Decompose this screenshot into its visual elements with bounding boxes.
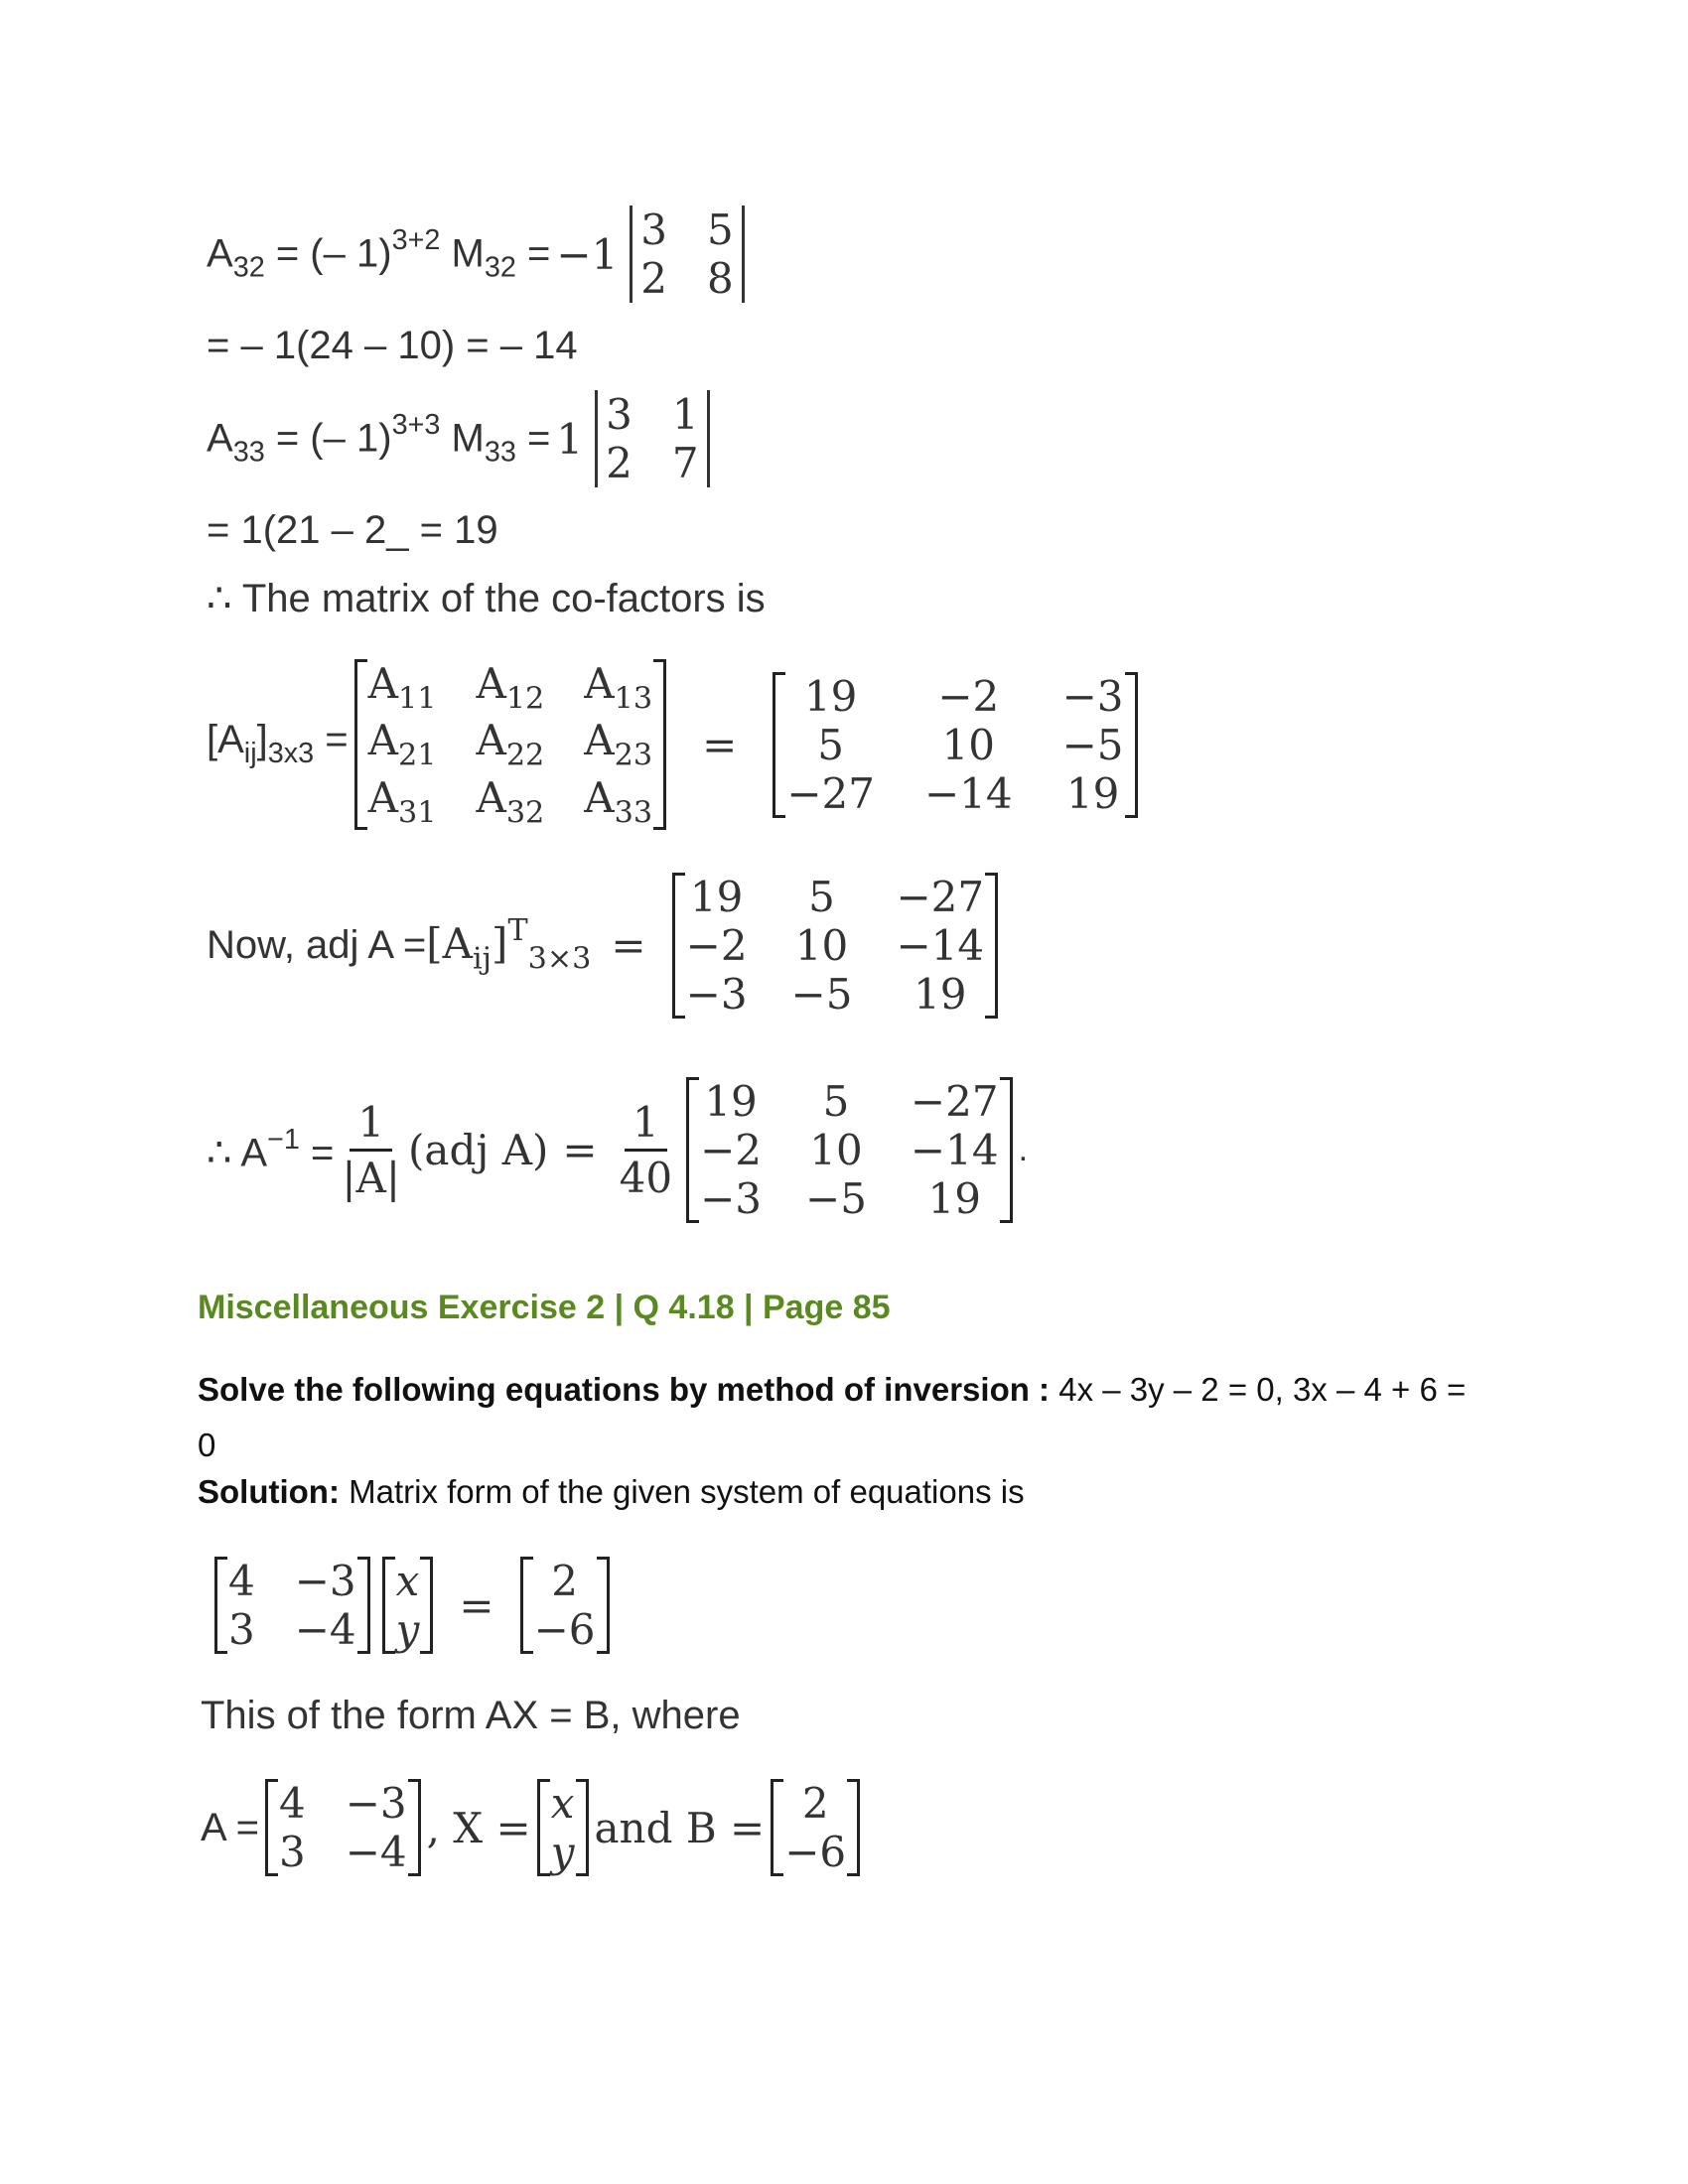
- matrix-cell: −6: [533, 1605, 596, 1654]
- equals-sign: =: [459, 1580, 494, 1630]
- det-cell: 8: [707, 254, 734, 303]
- question-label: Solve the following equations by method of inversion :: [198, 1371, 1059, 1408]
- cofactor-matrix-line: [207, 655, 1144, 834]
- cofactor-symbol: $A_{11}$: [367, 658, 437, 717]
- solution-label: Solution:: [198, 1473, 340, 1510]
- matrix-cell: 19: [927, 1173, 981, 1223]
- matrix-cell: −3: [685, 969, 748, 1019]
- matrix-cell: x: [395, 1557, 420, 1605]
- matrix-cell: −3: [294, 1557, 356, 1605]
- adj-lhs: Now, adj A =: [207, 922, 427, 967]
- matrix-cell: −5: [790, 969, 853, 1019]
- solution-line: [198, 1473, 1025, 1511]
- det-cell: 7: [671, 439, 699, 487]
- matrix-cell: −14: [896, 920, 985, 970]
- cofactor-symbol-matrix: [354, 659, 666, 831]
- a33-line: [207, 379, 710, 498]
- system-matrix-equation: [209, 1541, 616, 1670]
- aij-lhs: $[A_{ij}]_{3x3}$ =: [207, 718, 349, 770]
- cofactor-symbol: $A_{31}$: [367, 772, 437, 831]
- adj-a-text: (adj A): [408, 1125, 549, 1174]
- equals-sign: =: [702, 720, 738, 769]
- question-equations-cont: 0: [198, 1427, 216, 1463]
- inverse-line: [207, 1060, 1028, 1239]
- coefficient-matrix: [214, 1557, 370, 1654]
- a33-coef: 1: [556, 414, 584, 464]
- matrix-cell: 10: [794, 920, 849, 970]
- adj-matrix: [672, 873, 998, 1019]
- matrix-cell: −2: [700, 1125, 762, 1174]
- cofactor-symbol: $A_{13}$: [584, 658, 653, 717]
- equals-sign: =: [562, 1125, 598, 1174]
- matrix-cell: −27: [896, 872, 985, 921]
- det-cell: 2: [640, 254, 668, 303]
- x-lhs: , X =: [426, 1803, 531, 1852]
- adj-line: [207, 856, 1004, 1034]
- question-equations: 4x – 3y – 2 = 0, 3x – 4 + 6 =: [1058, 1371, 1467, 1408]
- cofactor-symbol: $A_{33}$: [584, 772, 653, 831]
- matrix-x: [537, 1779, 589, 1876]
- matrix-cell: 19: [1065, 768, 1120, 818]
- matrix-cell: −4: [294, 1605, 356, 1654]
- matrix-cell: 4: [278, 1779, 306, 1828]
- det-cell: 2: [606, 439, 633, 487]
- and-b-lhs: and B =: [594, 1803, 766, 1852]
- matrix-cell: 5: [822, 1076, 850, 1126]
- a32-determinant: [630, 205, 744, 303]
- where-definitions: [201, 1763, 866, 1892]
- matrix-a: [265, 1779, 421, 1876]
- matrix-cell: 2: [551, 1557, 578, 1605]
- matrix-cell: −6: [784, 1828, 847, 1876]
- solution-text: Matrix form of the given system of equations is: [339, 1473, 1025, 1510]
- a33-lhs: $A_{33}$ = (– 1)$^{3+3}$ $M_{33}$ =: [207, 408, 551, 469]
- matrix-cell: −3: [700, 1173, 762, 1223]
- matrix-cell: −14: [910, 1125, 999, 1174]
- matrix-cell: −3: [345, 1779, 407, 1828]
- det-cell: 3: [640, 205, 668, 254]
- a32-line: [207, 195, 745, 314]
- cofactor-symbol: $A_{12}$: [476, 658, 545, 717]
- a32-result: = – 1(24 – 10) = – 14: [207, 324, 578, 367]
- det-cell: 3: [606, 390, 633, 439]
- matrix-cell: y: [550, 1828, 575, 1876]
- adj-transpose: $[A_{ij}]^T_{3\times 3}$: [426, 913, 592, 977]
- period: .: [1018, 1130, 1029, 1168]
- matrix-cell: 2: [801, 1779, 829, 1828]
- fraction-one-over-det: $\frac{1}{|A|}$: [342, 1097, 401, 1202]
- matrix-cell: −2: [937, 671, 1000, 721]
- matrix-cell: 10: [809, 1125, 863, 1174]
- matrix-cell: −2: [685, 920, 748, 970]
- variable-vector: [382, 1557, 434, 1654]
- matrix-cell: 3: [228, 1605, 255, 1654]
- det-cell: 5: [707, 205, 734, 254]
- cofactor-intro: ∴ The matrix of the co-factors is: [207, 577, 766, 620]
- matrix-cell: 5: [817, 720, 845, 769]
- inverse-matrix: [686, 1077, 1012, 1223]
- matrix-cell: 19: [704, 1076, 758, 1126]
- matrix-cell: x: [550, 1779, 575, 1828]
- a33-result: = 1(21 – 2_ = 19: [207, 508, 498, 552]
- matrix-cell: 19: [914, 969, 967, 1019]
- matrix-b: [771, 1779, 860, 1876]
- a-lhs: A =: [201, 1805, 259, 1849]
- matrix-cell: −27: [786, 768, 875, 818]
- cofactor-symbol: $A_{32}$: [476, 772, 545, 831]
- a32-coef: −1: [556, 229, 619, 279]
- matrix-cell: −3: [1061, 671, 1124, 721]
- matrix-cell: −27: [910, 1076, 999, 1126]
- exercise-heading[interactable]: Miscellaneous Exercise 2 | Q 4.18 | Page 85: [198, 1289, 891, 1326]
- a33-determinant: [595, 390, 709, 487]
- matrix-cell: −14: [923, 768, 1013, 818]
- cofactor-symbol: $A_{22}$: [476, 716, 545, 773]
- matrix-cell: 19: [689, 872, 744, 921]
- form-text: This of the form AX = B, where: [201, 1694, 741, 1737]
- matrix-cell: 5: [808, 872, 835, 921]
- cofactor-value-matrix: [773, 672, 1137, 818]
- det-cell: 1: [671, 390, 699, 439]
- matrix-cell: 19: [803, 671, 858, 721]
- a32-lhs: $A_{32}$ = (– 1)$^{3+2}$ $M_{32}$ =: [207, 223, 551, 284]
- matrix-cell: 3: [278, 1828, 306, 1876]
- inverse-lhs: ∴ $A^{-1}$ =: [207, 1123, 335, 1175]
- constant-vector: [520, 1557, 610, 1654]
- fraction-one-over-forty: $\frac{1}{40}$: [619, 1097, 673, 1202]
- cofactor-symbol: $A_{21}$: [367, 716, 437, 773]
- matrix-cell: −5: [1061, 720, 1124, 769]
- equals-sign: =: [611, 920, 646, 970]
- matrix-cell: −5: [805, 1173, 867, 1223]
- matrix-cell: −4: [345, 1828, 407, 1876]
- matrix-cell: 10: [941, 720, 996, 769]
- cofactor-symbol: $A_{23}$: [584, 716, 653, 773]
- question: [198, 1362, 1488, 1473]
- matrix-cell: y: [395, 1605, 420, 1654]
- matrix-cell: 4: [228, 1557, 255, 1605]
